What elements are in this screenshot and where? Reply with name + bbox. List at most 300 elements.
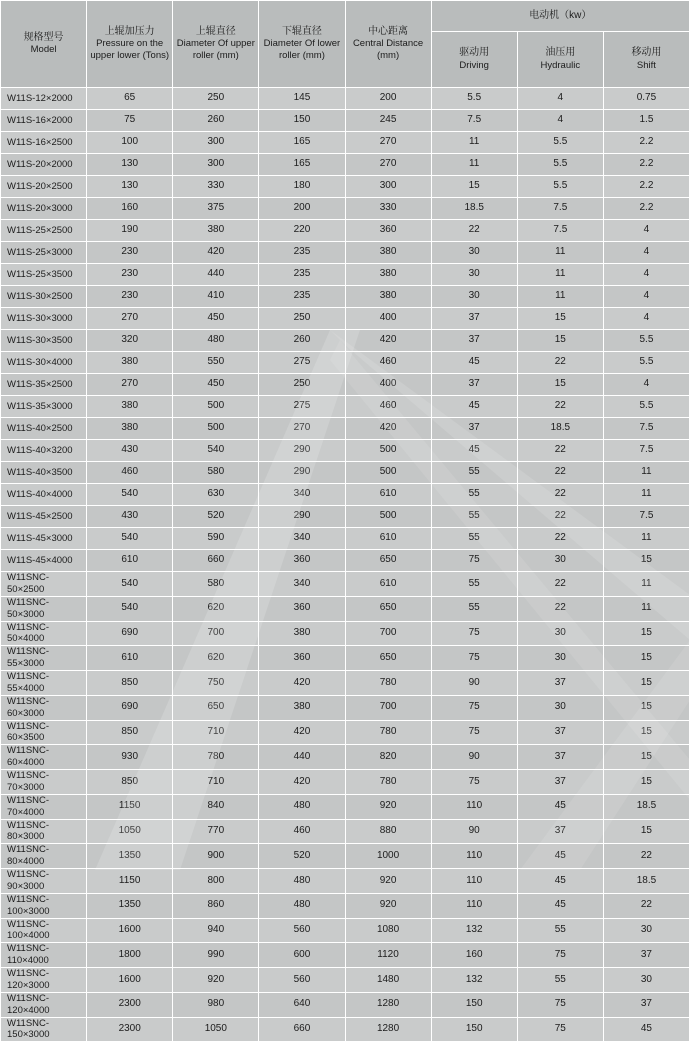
cell-value: 37 xyxy=(517,770,603,795)
table-row xyxy=(1,572,690,597)
cell-value: 270 xyxy=(259,418,345,440)
cell-value: 55 xyxy=(517,918,603,943)
col-header-motor-hydraulic: 油压用 Hydraulic xyxy=(517,32,603,88)
cell-model: W11S-16×2500 xyxy=(1,132,87,154)
cell-value: 11 xyxy=(517,242,603,264)
cell-value: 480 xyxy=(259,869,345,894)
cell-value: 460 xyxy=(345,396,431,418)
cell-value: 30 xyxy=(603,918,689,943)
cell-value: 980 xyxy=(173,992,259,1017)
table-row xyxy=(1,745,690,770)
cell-value: 380 xyxy=(87,418,173,440)
cell-model: W11SNC-55×3000 xyxy=(1,646,87,671)
cell-value: 880 xyxy=(345,819,431,844)
cell-value: 75 xyxy=(431,550,517,572)
cell-value: 710 xyxy=(173,770,259,795)
cell-value: 37 xyxy=(517,745,603,770)
cell-value: 920 xyxy=(345,869,431,894)
cell-value: 230 xyxy=(87,286,173,308)
cell-value: 340 xyxy=(259,484,345,506)
cell-value: 11 xyxy=(603,572,689,597)
cell-value: 480 xyxy=(259,893,345,918)
cell-value: 290 xyxy=(259,462,345,484)
cell-value: 700 xyxy=(345,621,431,646)
cell-value: 11 xyxy=(603,462,689,484)
table-row xyxy=(1,770,690,795)
cell-model: W11SNC-60×3000 xyxy=(1,695,87,720)
cell-value: 660 xyxy=(259,1017,345,1042)
cell-value: 700 xyxy=(345,695,431,720)
cell-model: W11S-35×2500 xyxy=(1,374,87,396)
table-row xyxy=(1,869,690,894)
table-row xyxy=(1,671,690,696)
cell-value: 200 xyxy=(345,88,431,110)
cell-model: W11S-45×3000 xyxy=(1,528,87,550)
cell-value: 37 xyxy=(517,819,603,844)
table-row xyxy=(1,844,690,869)
cell-value: 160 xyxy=(431,943,517,968)
cell-model: W11S-20×2500 xyxy=(1,176,87,198)
cell-value: 940 xyxy=(173,918,259,943)
cell-value: 5.5 xyxy=(603,352,689,374)
cell-value: 260 xyxy=(173,110,259,132)
cell-value: 640 xyxy=(259,992,345,1017)
cell-value: 1050 xyxy=(173,1017,259,1042)
cell-value: 5.5 xyxy=(603,396,689,418)
cell-value: 15 xyxy=(603,819,689,844)
cell-value: 550 xyxy=(173,352,259,374)
cell-model: W11S-25×3500 xyxy=(1,264,87,286)
table-row xyxy=(1,110,690,132)
cell-value: 610 xyxy=(345,528,431,550)
cell-value: 190 xyxy=(87,220,173,242)
table-row xyxy=(1,943,690,968)
cell-value: 560 xyxy=(259,918,345,943)
cell-value: 590 xyxy=(173,528,259,550)
cell-value: 22 xyxy=(517,396,603,418)
cell-value: 30 xyxy=(517,646,603,671)
cell-value: 380 xyxy=(87,396,173,418)
cell-value: 320 xyxy=(87,330,173,352)
cell-value: 780 xyxy=(173,745,259,770)
cell-value: 110 xyxy=(431,794,517,819)
cell-value: 180 xyxy=(259,176,345,198)
cell-model: W11SNC-90×3000 xyxy=(1,869,87,894)
cell-value: 55 xyxy=(431,484,517,506)
cell-model: W11SNC-50×3000 xyxy=(1,596,87,621)
cell-model: W11SNC-100×3000 xyxy=(1,893,87,918)
cell-value: 440 xyxy=(259,745,345,770)
cell-model: W11S-45×4000 xyxy=(1,550,87,572)
table-row xyxy=(1,720,690,745)
cell-value: 37 xyxy=(431,308,517,330)
cell-value: 4 xyxy=(603,242,689,264)
cell-value: 360 xyxy=(259,596,345,621)
cell-value: 660 xyxy=(173,550,259,572)
cell-value: 145 xyxy=(259,88,345,110)
cell-value: 90 xyxy=(431,671,517,696)
cell-value: 18.5 xyxy=(603,869,689,894)
cell-value: 1600 xyxy=(87,918,173,943)
cell-value: 55 xyxy=(431,506,517,528)
cell-value: 700 xyxy=(173,621,259,646)
cell-value: 380 xyxy=(259,621,345,646)
cell-value: 1350 xyxy=(87,893,173,918)
col-header-central-distance: 中心距离 Central Distance (mm) xyxy=(345,1,431,88)
cell-value: 4 xyxy=(603,264,689,286)
cell-value: 340 xyxy=(259,572,345,597)
cell-value: 11 xyxy=(603,484,689,506)
cell-value: 37 xyxy=(603,943,689,968)
cell-value: 37 xyxy=(517,671,603,696)
cell-value: 45 xyxy=(517,794,603,819)
cell-value: 400 xyxy=(345,308,431,330)
cell-value: 22 xyxy=(517,352,603,374)
cell-value: 4 xyxy=(517,110,603,132)
cell-value: 4 xyxy=(603,374,689,396)
cell-value: 450 xyxy=(173,374,259,396)
cell-value: 45 xyxy=(431,440,517,462)
table-row xyxy=(1,176,690,198)
cell-value: 710 xyxy=(173,720,259,745)
cell-value: 840 xyxy=(173,794,259,819)
cell-value: 480 xyxy=(173,330,259,352)
cell-value: 15 xyxy=(603,770,689,795)
cell-model: W11SNC-60×4000 xyxy=(1,745,87,770)
cell-value: 22 xyxy=(517,572,603,597)
cell-value: 540 xyxy=(87,528,173,550)
cell-value: 22 xyxy=(517,596,603,621)
cell-model: W11S-40×2500 xyxy=(1,418,87,440)
table-row xyxy=(1,596,690,621)
cell-model: W11SNC-150×3000 xyxy=(1,1017,87,1042)
cell-value: 160 xyxy=(87,198,173,220)
cell-value: 65 xyxy=(87,88,173,110)
cell-value: 250 xyxy=(259,308,345,330)
cell-value: 7.5 xyxy=(517,220,603,242)
cell-value: 15 xyxy=(517,308,603,330)
cell-value: 45 xyxy=(517,869,603,894)
cell-value: 500 xyxy=(345,506,431,528)
cell-value: 220 xyxy=(259,220,345,242)
table-row xyxy=(1,264,690,286)
cell-value: 2.2 xyxy=(603,132,689,154)
table-row xyxy=(1,220,690,242)
cell-value: 600 xyxy=(259,943,345,968)
cell-value: 650 xyxy=(345,646,431,671)
cell-value: 5.5 xyxy=(517,176,603,198)
cell-model: W11S-35×3000 xyxy=(1,396,87,418)
cell-value: 420 xyxy=(173,242,259,264)
cell-value: 300 xyxy=(173,132,259,154)
cell-value: 230 xyxy=(87,242,173,264)
header-row-top xyxy=(1,1,690,32)
cell-model: W11S-20×3000 xyxy=(1,198,87,220)
cell-value: 130 xyxy=(87,176,173,198)
cell-model: W11S-45×2500 xyxy=(1,506,87,528)
cell-model: W11SNC-80×3000 xyxy=(1,819,87,844)
cell-value: 30 xyxy=(431,264,517,286)
cell-value: 500 xyxy=(173,418,259,440)
cell-value: 15 xyxy=(603,646,689,671)
cell-model: W11SNC-70×4000 xyxy=(1,794,87,819)
table-row xyxy=(1,695,690,720)
cell-value: 290 xyxy=(259,440,345,462)
cell-value: 1150 xyxy=(87,794,173,819)
cell-value: 75 xyxy=(431,646,517,671)
cell-value: 1280 xyxy=(345,992,431,1017)
cell-value: 37 xyxy=(517,720,603,745)
cell-value: 200 xyxy=(259,198,345,220)
cell-value: 5.5 xyxy=(603,330,689,352)
cell-value: 55 xyxy=(517,968,603,993)
cell-value: 920 xyxy=(173,968,259,993)
cell-value: 45 xyxy=(517,844,603,869)
cell-value: 250 xyxy=(259,374,345,396)
cell-value: 45 xyxy=(431,396,517,418)
cell-model: W11S-30×3000 xyxy=(1,308,87,330)
cell-value: 22 xyxy=(517,484,603,506)
cell-value: 250 xyxy=(173,88,259,110)
col-header-upper-roller-diameter: 上辊直径 Diameter Of upper roller (mm) xyxy=(173,1,259,88)
col-header-motor-driving: 驱动用 Driving xyxy=(431,32,517,88)
table-row xyxy=(1,550,690,572)
cell-value: 130 xyxy=(87,154,173,176)
cell-value: 4 xyxy=(517,88,603,110)
cell-value: 1.5 xyxy=(603,110,689,132)
cell-value: 22 xyxy=(517,506,603,528)
cell-value: 37 xyxy=(431,330,517,352)
cell-value: 690 xyxy=(87,621,173,646)
cell-value: 650 xyxy=(173,695,259,720)
table-row xyxy=(1,374,690,396)
table-row xyxy=(1,968,690,993)
cell-value: 560 xyxy=(259,968,345,993)
cell-value: 30 xyxy=(431,286,517,308)
cell-model: W11SNC-55×4000 xyxy=(1,671,87,696)
cell-value: 37 xyxy=(603,992,689,1017)
table-row xyxy=(1,992,690,1017)
table-row xyxy=(1,528,690,550)
cell-value: 235 xyxy=(259,286,345,308)
cell-value: 360 xyxy=(259,646,345,671)
cell-value: 75 xyxy=(431,720,517,745)
cell-value: 37 xyxy=(431,374,517,396)
cell-value: 22 xyxy=(517,440,603,462)
cell-value: 920 xyxy=(345,794,431,819)
cell-value: 770 xyxy=(173,819,259,844)
col-header-motor-shift: 移动用 Shift xyxy=(603,32,689,88)
cell-value: 420 xyxy=(259,671,345,696)
cell-value: 420 xyxy=(259,720,345,745)
cell-value: 540 xyxy=(87,572,173,597)
cell-value: 990 xyxy=(173,943,259,968)
cell-value: 75 xyxy=(517,943,603,968)
table-row xyxy=(1,819,690,844)
cell-value: 270 xyxy=(345,154,431,176)
cell-model: W11SNC-100×4000 xyxy=(1,918,87,943)
table-row xyxy=(1,506,690,528)
table-row xyxy=(1,154,690,176)
cell-model: W11S-30×2500 xyxy=(1,286,87,308)
cell-model: W11S-40×3500 xyxy=(1,462,87,484)
cell-value: 420 xyxy=(259,770,345,795)
cell-value: 18.5 xyxy=(431,198,517,220)
cell-model: W11S-16×2000 xyxy=(1,110,87,132)
table-row xyxy=(1,440,690,462)
table-row xyxy=(1,352,690,374)
cell-value: 15 xyxy=(603,550,689,572)
cell-value: 580 xyxy=(173,572,259,597)
cell-value: 275 xyxy=(259,396,345,418)
cell-value: 22 xyxy=(603,893,689,918)
cell-value: 7.5 xyxy=(603,418,689,440)
cell-value: 7.5 xyxy=(517,198,603,220)
table-row xyxy=(1,242,690,264)
cell-value: 820 xyxy=(345,745,431,770)
cell-value: 11 xyxy=(603,528,689,550)
cell-value: 380 xyxy=(259,695,345,720)
cell-value: 620 xyxy=(173,646,259,671)
cell-value: 75 xyxy=(431,695,517,720)
table-row xyxy=(1,462,690,484)
col-header-motor-group: 电动机（kw） xyxy=(431,1,689,32)
cell-value: 110 xyxy=(431,869,517,894)
cell-model: W11SNC-60×3500 xyxy=(1,720,87,745)
cell-value: 460 xyxy=(87,462,173,484)
table-row xyxy=(1,330,690,352)
cell-value: 380 xyxy=(345,264,431,286)
cell-value: 30 xyxy=(517,621,603,646)
cell-value: 800 xyxy=(173,869,259,894)
cell-value: 860 xyxy=(173,893,259,918)
cell-value: 75 xyxy=(87,110,173,132)
cell-value: 2300 xyxy=(87,1017,173,1042)
cell-value: 7.5 xyxy=(603,440,689,462)
cell-value: 165 xyxy=(259,154,345,176)
cell-value: 630 xyxy=(173,484,259,506)
cell-value: 610 xyxy=(87,646,173,671)
cell-value: 22 xyxy=(431,220,517,242)
cell-value: 15 xyxy=(603,720,689,745)
cell-value: 330 xyxy=(173,176,259,198)
cell-model: W11S-30×4000 xyxy=(1,352,87,374)
cell-value: 1150 xyxy=(87,869,173,894)
cell-value: 450 xyxy=(173,308,259,330)
cell-value: 750 xyxy=(173,671,259,696)
col-header-model: 规格型号 Model xyxy=(1,1,87,88)
cell-value: 235 xyxy=(259,242,345,264)
table-row xyxy=(1,308,690,330)
col-header-lower-roller-diameter: 下辊直径 Diameter Of lower roller (mm) xyxy=(259,1,345,88)
cell-value: 270 xyxy=(87,308,173,330)
cell-value: 150 xyxy=(431,992,517,1017)
table-row xyxy=(1,621,690,646)
cell-model: W11SNC-50×4000 xyxy=(1,621,87,646)
cell-value: 11 xyxy=(517,286,603,308)
cell-model: W11SNC-120×3000 xyxy=(1,968,87,993)
cell-value: 15 xyxy=(603,671,689,696)
table-row xyxy=(1,88,690,110)
cell-value: 780 xyxy=(345,671,431,696)
cell-value: 920 xyxy=(345,893,431,918)
cell-value: 90 xyxy=(431,745,517,770)
table-row xyxy=(1,646,690,671)
cell-value: 430 xyxy=(87,440,173,462)
cell-value: 18.5 xyxy=(603,794,689,819)
cell-value: 500 xyxy=(345,462,431,484)
cell-value: 11 xyxy=(431,154,517,176)
cell-value: 245 xyxy=(345,110,431,132)
cell-value: 540 xyxy=(87,596,173,621)
cell-value: 290 xyxy=(259,506,345,528)
cell-value: 850 xyxy=(87,770,173,795)
cell-value: 380 xyxy=(345,286,431,308)
cell-value: 610 xyxy=(87,550,173,572)
cell-value: 18.5 xyxy=(517,418,603,440)
cell-value: 15 xyxy=(603,695,689,720)
cell-model: W11S-40×4000 xyxy=(1,484,87,506)
cell-value: 375 xyxy=(173,198,259,220)
cell-value: 520 xyxy=(259,844,345,869)
cell-value: 930 xyxy=(87,745,173,770)
cell-value: 11 xyxy=(603,596,689,621)
cell-model: W11S-25×2500 xyxy=(1,220,87,242)
cell-value: 22 xyxy=(517,462,603,484)
cell-value: 270 xyxy=(345,132,431,154)
cell-model: W11S-40×3200 xyxy=(1,440,87,462)
cell-value: 780 xyxy=(345,770,431,795)
cell-value: 132 xyxy=(431,968,517,993)
cell-value: 90 xyxy=(431,819,517,844)
cell-value: 5.5 xyxy=(517,154,603,176)
cell-value: 15 xyxy=(603,621,689,646)
cell-value: 22 xyxy=(517,528,603,550)
cell-value: 420 xyxy=(345,418,431,440)
cell-value: 2.2 xyxy=(603,154,689,176)
cell-value: 45 xyxy=(431,352,517,374)
cell-value: 165 xyxy=(259,132,345,154)
cell-value: 1280 xyxy=(345,1017,431,1042)
table-row xyxy=(1,286,690,308)
cell-value: 150 xyxy=(259,110,345,132)
cell-model: W11S-30×3500 xyxy=(1,330,87,352)
cell-value: 4 xyxy=(603,286,689,308)
table-head xyxy=(1,1,690,88)
cell-value: 1080 xyxy=(345,918,431,943)
cell-value: 650 xyxy=(345,550,431,572)
cell-model: W11SNC-70×3000 xyxy=(1,770,87,795)
table-body xyxy=(1,88,690,1042)
cell-model: W11S-25×3000 xyxy=(1,242,87,264)
cell-value: 500 xyxy=(173,396,259,418)
table-row xyxy=(1,418,690,440)
cell-value: 410 xyxy=(173,286,259,308)
cell-value: 1120 xyxy=(345,943,431,968)
table-row xyxy=(1,1017,690,1042)
cell-value: 30 xyxy=(517,695,603,720)
cell-value: 650 xyxy=(345,596,431,621)
cell-value: 340 xyxy=(259,528,345,550)
cell-value: 275 xyxy=(259,352,345,374)
cell-value: 430 xyxy=(87,506,173,528)
cell-value: 75 xyxy=(517,1017,603,1042)
cell-value: 11 xyxy=(431,132,517,154)
cell-model: W11S-20×2000 xyxy=(1,154,87,176)
cell-value: 420 xyxy=(345,330,431,352)
cell-value: 5.5 xyxy=(517,132,603,154)
cell-value: 45 xyxy=(603,1017,689,1042)
